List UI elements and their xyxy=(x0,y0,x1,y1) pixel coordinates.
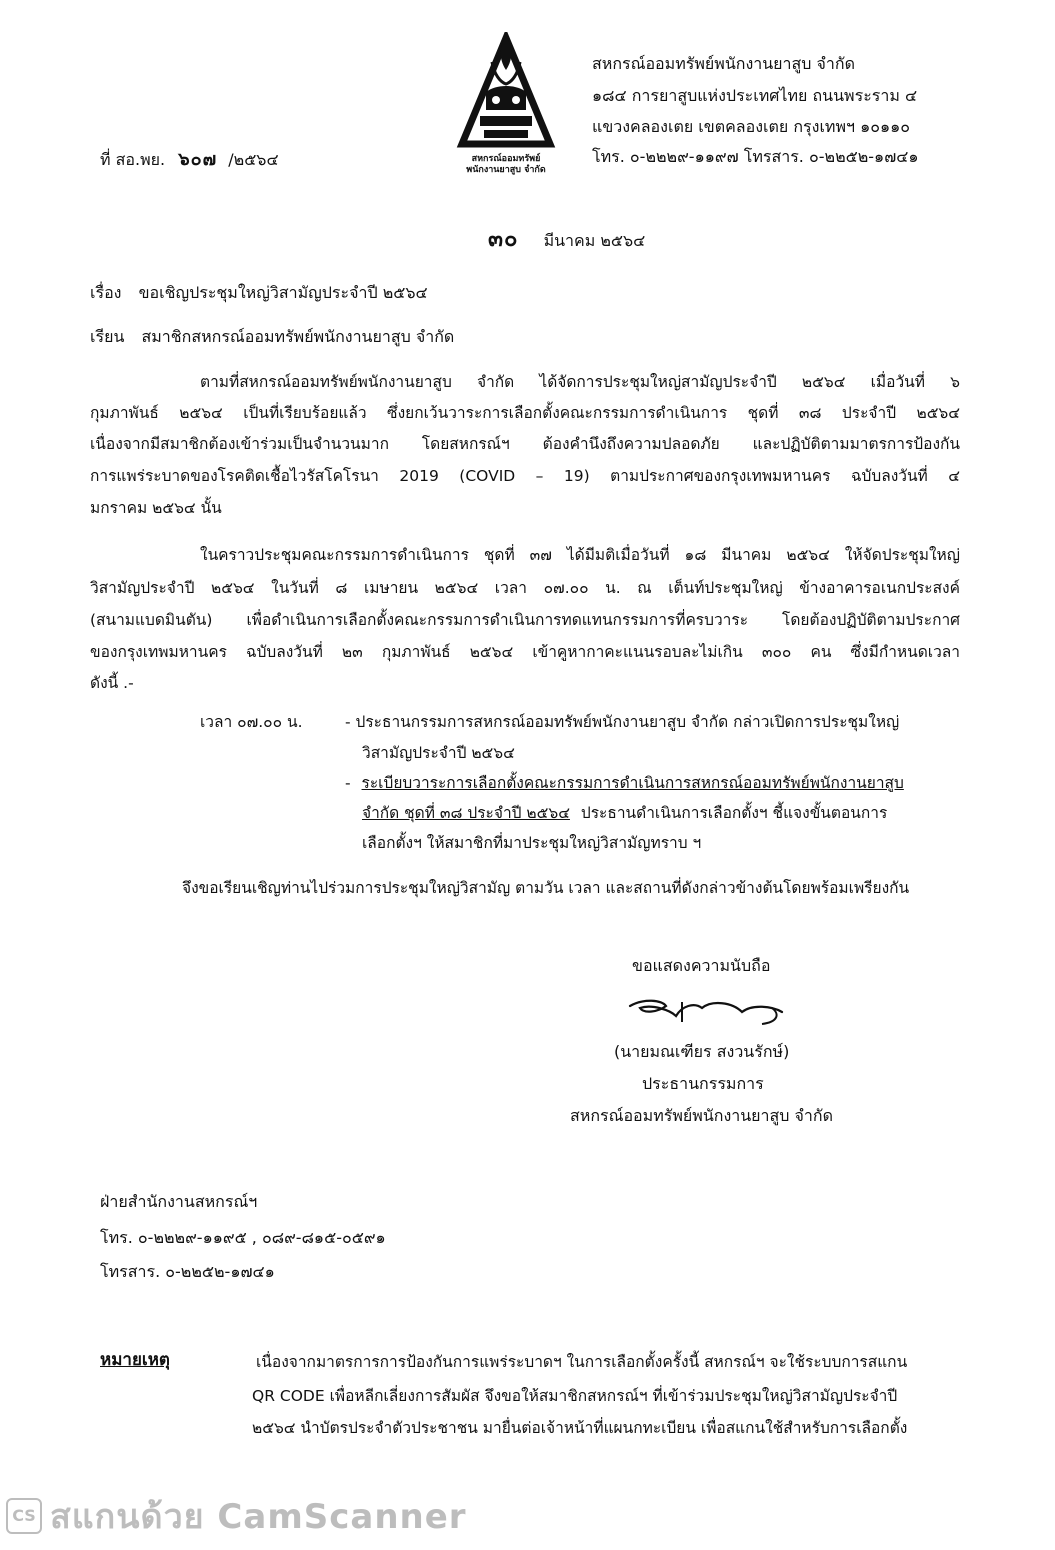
signatory-position: ประธานกรรมการ xyxy=(642,1074,764,1093)
letter-date xyxy=(488,227,646,252)
reference-year: /๒๕๖๔ xyxy=(228,150,279,169)
schedule-time: เวลา ๐๗.๐๐ น. xyxy=(200,713,303,731)
recipient xyxy=(90,327,454,347)
schedule-item-2-dash: - xyxy=(345,774,351,792)
reference-number xyxy=(100,150,279,170)
recipient-text: สมาชิกสหกรณ์ออมทรัพย์พนักงานยาสูบ จำกัด xyxy=(141,327,455,346)
paragraph-1-line: มกราคม ๒๕๖๔ นั้น xyxy=(90,499,222,517)
handwritten-signature xyxy=(622,992,792,1038)
recipient-label: เรียน xyxy=(90,327,125,346)
schedule-item-2-line-1 xyxy=(345,773,904,793)
reference-handwritten-number: ๖๐๗ xyxy=(178,149,218,170)
signatory-organization: สหกรณ์ออมทรัพย์พนักงานยาสูบ จำกัด xyxy=(570,1106,833,1125)
paragraph-2-line: ของกรุงเทพมหานคร ฉบับลงวันที่ ๒๓ กุมภาพันธ์ ๒๕๖๔ เข้าคูหากาคะแนนรอบละไม่เกิน ๓๐๐ คน ซึ่งมีกำหนดเวลา xyxy=(90,643,960,661)
note-line: ๒๕๖๔ นำบัตรประจำตัวประชาชน มายื่นต่อเจ้าหน้าที่แผนกทะเบียน เพื่อสแกนใช้สำหรับการเลือกตั้ง xyxy=(252,1419,908,1437)
closing-paragraph: จึงขอเรียนเชิญท่านไปร่วมการประชุมใหญ่วิสามัญ ตามวัน เวลา และสถานที่ดังกล่าวข้างต้นโดยพร้อมเพรียงกัน xyxy=(182,879,910,897)
address-line-1: ๑๘๔ การยาสูบแห่งประเทศไทย ถนนพระราม ๔ xyxy=(592,86,918,105)
logo-emblem-icon xyxy=(450,32,562,150)
schedule-item-2-underlined-b: จำกัด ชุดที่ ๓๘ ประจำปี ๒๕๖๔ xyxy=(362,804,570,822)
address-line-2: แขวงคลองเตย เขตคลองเตย กรุงเทพฯ ๑๐๑๑๐ xyxy=(592,117,911,136)
organization-logo xyxy=(450,32,562,175)
camscanner-badge: CS xyxy=(6,1498,42,1534)
paragraph-1-line: เนื่องจากมีสมาชิกต้องเข้าร่วมเป็นจำนวนมาก โดยสหกรณ์ฯ ต้องคำนึงถึงความปลอดภัย และปฏิบัติตามมาตรการป้องกัน xyxy=(90,435,960,453)
schedule-item-1-line-2: วิสามัญประจำปี ๒๕๖๔ xyxy=(362,744,515,762)
note-label: หมายเหตุ xyxy=(100,1350,170,1370)
date-month-year: มีนาคม ๒๕๖๔ xyxy=(543,231,646,250)
paragraph-2-line: วิสามัญประจำปี ๒๕๖๔ ในวันที่ ๘ เมษายน ๒๕๖๔ เวลา ๐๗.๐๐ น. ณ เต็นท์ประชุมใหญ่ ข้างอาคารอเนกประสงค์ xyxy=(90,579,960,597)
date-day: ๓๐ xyxy=(488,227,519,252)
subject-text: ขอเชิญประชุมใหญ่วิสามัญประจำปี ๒๕๖๔ xyxy=(138,283,428,302)
signature-closing: ขอแสดงความนับถือ xyxy=(632,956,771,975)
schedule-item-1-line-1: - ประธานกรรมการสหกรณ์ออมทรัพย์พนักงานยาสูบ จำกัด กล่าวเปิดการประชุมใหญ่ xyxy=(345,713,900,731)
paragraph-1-line: กุมภาพันธ์ ๒๕๖๔ เป็นที่เรียบร้อยแล้ว ซึ่งยกเว้นวาระการเลือกตั้งคณะกรรมการดำเนินการ ชุดที่ ๓๘ ประจำปี ๒๕๖๔ xyxy=(90,404,960,422)
signature-mark-icon xyxy=(622,992,792,1038)
note-line: QR CODE เพื่อหลีกเลี่ยงการสัมผัส จึงขอให้สมาชิกสหกรณ์ฯ ที่เข้าร่วมประชุมใหญ่วิสามัญประจำปี xyxy=(252,1387,898,1405)
subject-label: เรื่อง xyxy=(90,283,122,302)
schedule-item-2-line-3: เลือกตั้งฯ ให้สมาชิกที่มาประชุมใหญ่วิสามัญทราบ ฯ xyxy=(362,834,702,852)
logo-name-line-2: พนักงานยาสูบ จำกัด xyxy=(466,165,546,175)
camscanner-text: สแกนด้วย CamScanner xyxy=(50,1497,467,1537)
subject xyxy=(90,283,428,303)
phone-fax: โทร. ๐-๒๒๒๙-๑๑๙๗ โทรสาร. ๐-๒๒๕๒-๑๗๔๑ xyxy=(592,147,919,166)
paragraph-2-line: (สนามแบดมินตัน) เพื่อดำเนินการเลือกตั้งคณะกรรมการดำเนินการทดแทนกรรมการที่ครบวาระ โดยต้องปฏิบัติตามประกาศ xyxy=(90,611,960,629)
paragraph-1-line: การแพร่ระบาดของโรคติดเชื้อไวรัสโคโรนา 2019 (COVID – 19) ตามประกาศของกรุงเทพมหานคร ฉบับลงวันที่ ๔ xyxy=(90,467,960,485)
schedule-item-2-rest: ประธานดำเนินการเลือกตั้งฯ ชี้แจงขั้นตอนการ xyxy=(580,804,888,822)
logo-name-line-1: สหกรณ์ออมทรัพย์ xyxy=(471,154,541,164)
contact-department: ฝ่ายสำนักงานสหกรณ์ฯ xyxy=(100,1192,258,1211)
paragraph-2-line: ดังนี้ .- xyxy=(90,674,134,692)
contact-fax: โทรสาร. ๐-๒๒๕๒-๑๗๔๑ xyxy=(100,1262,275,1281)
note-line: เนื่องจากมาตรการการป้องกันการแพร่ระบาดฯ ในการเลือกตั้งครั้งนี้ สหกรณ์ฯ จะใช้ระบบการสแกน xyxy=(256,1353,908,1371)
camscanner-watermark xyxy=(6,1496,467,1536)
reference-label: ที่ สอ.พย. xyxy=(100,150,166,169)
schedule-item-2-line-2 xyxy=(362,803,887,823)
schedule-item-2-underlined-a: ระเบียบวาระการเลือกตั้งคณะกรรมการดำเนินการสหกรณ์ออมทรัพย์พนักงานยาสูบ xyxy=(361,774,904,792)
paragraph-2-line: ในคราวประชุมคณะกรรมการดำเนินการ ชุดที่ ๓๗ ได้มีมติเมื่อวันที่ ๑๘ มีนาคม ๒๕๖๔ ให้จัดประชุมใหญ่ xyxy=(200,546,960,564)
paragraph-1-line: ตามที่สหกรณ์ออมทรัพย์พนักงานยาสูบ จำกัด ได้จัดการประชุมใหญ่สามัญประจำปี ๒๕๖๔ เมื่อวันที่ ๖ xyxy=(200,373,960,391)
contact-phone: โทร. ๐-๒๒๒๙-๑๑๙๕ , ๐๘๙-๘๑๕-๐๕๙๑ xyxy=(100,1228,386,1247)
signatory-name: (นายมณเฑียร สงวนรักษ์) xyxy=(614,1042,790,1061)
org-name: สหกรณ์ออมทรัพย์พนักงานยาสูบ จำกัด xyxy=(592,54,855,73)
